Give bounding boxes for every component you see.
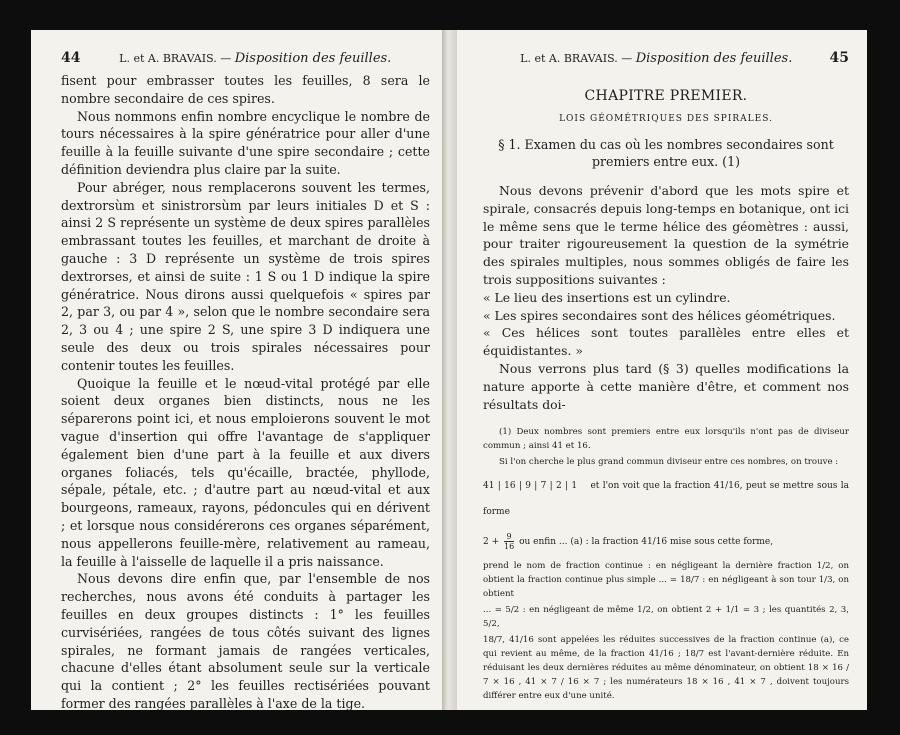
left-page-number: 44 <box>61 50 81 66</box>
right-head-authors: L. et A. BRAVAIS. — <box>520 52 633 65</box>
right-quote: « Le lieu des insertions est un cylindre. <box>483 289 731 305</box>
chapter-title: CHAPITRE PREMIER. <box>584 88 748 104</box>
footnote-line: (1) Deux nombres sont premiers entre eux lorsqu'ils n'ont pas de diviseur commun ; ainsi 41 et 16. <box>483 427 849 452</box>
left-page <box>31 30 442 710</box>
footnote-line: et l'on voit que la fraction 41/16, peut se mettre sous la forme <box>483 481 849 518</box>
right-running-head <box>483 50 849 66</box>
footnotes <box>483 425 849 703</box>
footnote-line: Si l'on cherche le plus grand commun diviseur entre ces nombres, on trouve : <box>499 457 839 468</box>
right-body-text <box>483 182 849 413</box>
right-page <box>457 30 867 710</box>
left-paragraph: Quoique la feuille et le nœud-vital protégé par elle soient deux organes bien distincts, nous ne les séparerons point ici, et nous emploierons souvent le mot vague d'insertion qui offre l'avantage de s'appliquer également bien d'une part à la feuille et aux divers organes foliacés, tels qu'écaille, bractée, phyllode, sépale, pétale, etc. ; d'autre part au nœud-vital et aux bourgeons, rameaux, rayons, pédoncules qui en dérivent ; et lorsque nous considérerons ces organes séparément, nous appellerons feuille-mère, relativement au rameau, la feuille à l'aisselle de laquelle il a pris naissance. <box>61 375 430 569</box>
footnote-line: ou enfin ... (a) : la fraction 41/16 mise sous cette forme, <box>519 537 774 548</box>
footnote-line: prend le nom de fraction continue : en négligeant la dernière fraction 1/2, on obtient la fraction continue plus simple ... = 18/7 : en négligeant à son tour 1/3, on obtient <box>483 561 849 600</box>
left-head-authors: L. et A. BRAVAIS. — <box>119 52 232 65</box>
section-heading: § 1. Examen du cas où les nombres secondaires sont premiers entre eux. (1) <box>498 137 834 169</box>
footnote-line: 18/7, 41/16 sont appelées les réduites successives de la fraction continue (a), ce qui revient au même, de la fraction 41/16 ; 18/7 est l'avant-dernière réduite. En réduisant les deux dernières réduites au même dénominateur, on obtient 18 × 16 / 7 × 16 , 41 × 7 / 16 × 7 ; les numérateurs 18 × 16 , 41 × 7 , doivent toujours différer entre eux d'une unité. <box>483 635 849 702</box>
right-head-title: Disposition des feuilles. <box>635 51 793 66</box>
right-quote: « Les spires secondaires sont des hélices géométriques. <box>483 307 836 323</box>
left-paragraph: fisent pour embrasser toutes les feuilles, 8 sera le nombre secondaire de ces spires. <box>61 73 430 106</box>
division-table: 41 | 16 | 9 | 7 | 2 | 1 et l'on voit que la fraction 41/16, peut se mettre sous la forme <box>483 481 849 518</box>
left-head-title: Disposition des feuilles. <box>234 51 392 66</box>
chapter-subtitle: LOIS GÉOMÉTRIQUES DES SPIRALES. <box>559 114 773 124</box>
left-paragraph: Nous devons dire enfin que, par l'ensemble de nos recherches, nous avons été conduits à partager les feuilles en deux groupes distincts : 1° les feuilles curvisériées, rangées de tous côtés suivant des lignes spirales, ne formant jamais de rangées verticales, chacune d'elles étant absolument seule sur la verticale qui la contient ; 2° les feuilles rectisériées pouvant former des rangées parallèles à l'axe de la tige. <box>61 571 430 710</box>
continued-fraction-line: 2 + $\frac{9}{16}$ ou enfin ... (a) : la fraction 41/16 mise sous cette forme, <box>483 532 774 552</box>
left-running-head <box>61 50 430 66</box>
left-body-text <box>61 72 430 710</box>
left-paragraph: Nous nommons enfin nombre encyclique le nombre de tours nécessaires à la spire génératrice pour aller d'une feuille à la feuille suivante d'une spire secondaire ; cette définition deviendra plus claire par la suite. <box>61 108 430 177</box>
book-gutter <box>442 30 457 710</box>
right-paragraph: Nous devons prévenir d'abord que les mots spire et spirale, consacrés depuis long-temps en botanique, ont ici le même sens que le terme hélice des géomètres : aussi, pour traiter rigoureusement la question de la symétrie des spirales multiples, nous sommes obligés de faire les trois suppositions suivantes : <box>483 183 849 287</box>
right-page-number: 45 <box>829 50 849 66</box>
right-quote: « Ces hélices sont toutes parallèles entre elles et équidistantes. » <box>483 325 849 359</box>
left-paragraph: Pour abréger, nous remplacerons souvent les termes, dextrorsùm et sinistrorsùm par leurs initiales D et S : ainsi 2 S représente un système de deux spires parallèles embrassant toutes les feuilles, et marchant de droite à gauche : 3 D représente un système de trois spires dextrorses, et ainsi de suite : 1 S ou 1 D indique la spire génératrice. Nous dirons aussi quelquefois « spires par 2, par 3, ou par 4 », selon que le nombre secondaire sera 2, 3 ou 4 ; une spire 2 S, une spire 3 D indiquera une seule des deux ou trois spirales nécessaires pour contenir toutes les feuilles. <box>61 179 430 373</box>
right-paragraph: Nous verrons plus tard (§ 3) quelles modifications la nature apporte à cette manière d'être, et comment nos résultats doi- <box>483 360 849 412</box>
footnote-line: ... = 5/2 : en négligeant de même 1/2, on obtient 2 + 1/1 = 3 ; les quantités 2, 3, 5/2, <box>483 605 849 630</box>
